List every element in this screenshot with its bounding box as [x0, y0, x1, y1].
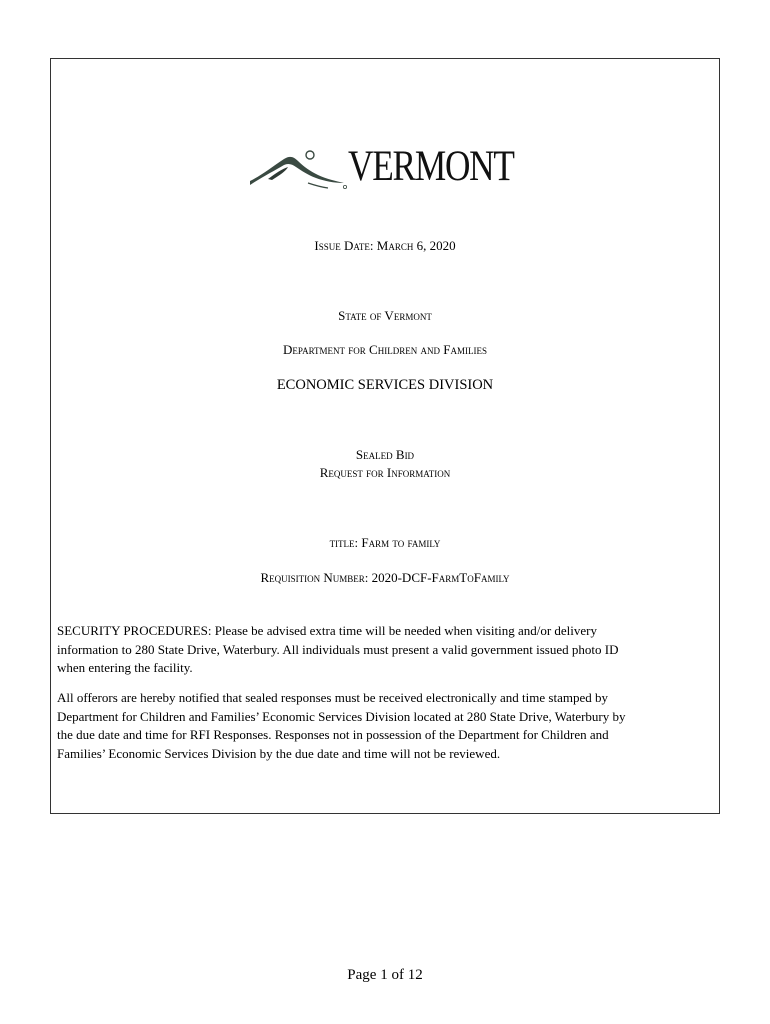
notice-line-2: Department for Children and Families’ Economic Services Division located at 280 State Drive, Waterbury by: [57, 708, 626, 724]
request-type: Request for Information: [319, 465, 451, 480]
logo-wordmark: VERMONT: [348, 143, 514, 190]
security-procedures-paragraph: [57, 622, 707, 678]
division-name: ECONOMIC SERVICES DIVISION: [276, 377, 494, 393]
requisition-number: Requisition Number: 2020-DCF-FarmToFamily: [260, 570, 510, 585]
vermont-logo: [248, 145, 524, 191]
sealed-bid-label: Sealed Bid: [355, 447, 415, 462]
mountain-icon: [248, 145, 348, 191]
notice-line-1: All offerors are hereby notified that sealed responses must be received electronically and time stamped by: [57, 690, 608, 705]
notice-line-4: Families’ Economic Services Division by the due date and time will not be reviewed.: [57, 745, 501, 761]
bid-title: title: Farm to family: [329, 535, 441, 550]
offeror-notice-paragraph: [57, 689, 707, 763]
page-number: Page 1 of 12: [347, 967, 423, 983]
security-line-2: information to 280 State Drive, Waterbury. All individuals must present a valid government issued photo ID: [57, 641, 619, 657]
department-name: Department for Children and Families: [283, 342, 487, 357]
notice-line-3: the due date and time for RFI Responses. Responses not in possession of the Department for Children and: [57, 727, 609, 742]
state-name: State of Vermont: [338, 308, 432, 323]
issue-date: Issue Date: March 6, 2020: [314, 238, 456, 253]
security-line-3: when entering the facility.: [57, 660, 193, 675]
security-line-1: SECURITY PROCEDURES: Please be advised extra time will be needed when visiting and/or delivery: [57, 623, 598, 638]
